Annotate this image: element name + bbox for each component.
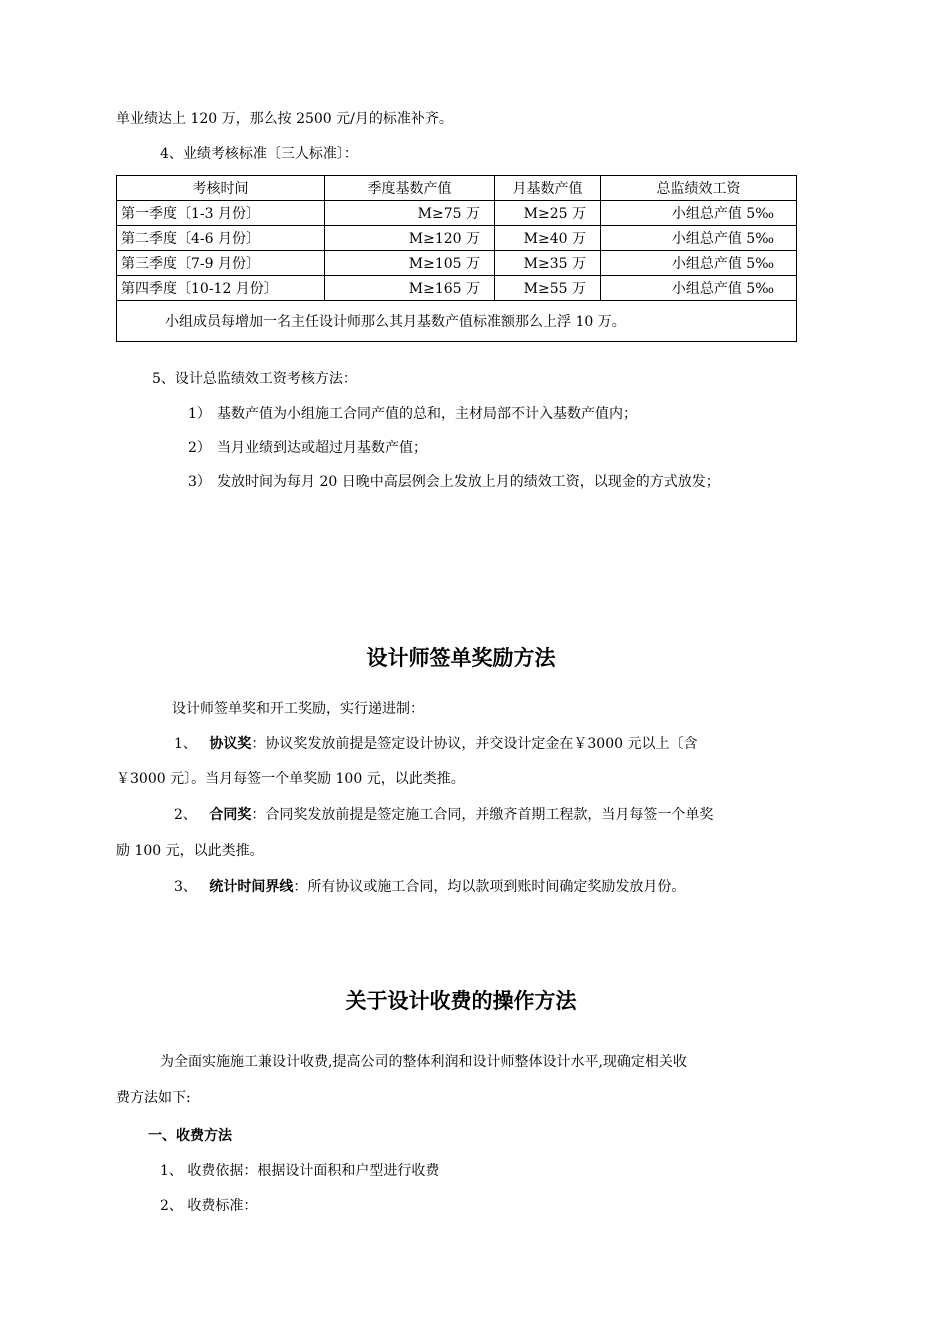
section-5-title: 5、设计总监绩效工资考核方法： <box>152 371 357 387</box>
table-cell: M≥75 万 <box>325 201 495 226</box>
award-number: 3、 <box>174 879 197 895</box>
heading-design-fee: 关于设计收费的操作方法 <box>345 989 577 1013</box>
table-cell: 第一季度〔1-3 月份〕 <box>117 201 325 226</box>
award-label: 统计时间界线 <box>209 879 294 895</box>
table-cell: M≥25 万 <box>495 201 601 226</box>
intro-line: 单业绩达上 120 万，那么按 2500 元/月的标准补齐。 <box>116 111 453 127</box>
table-cell: M≥35 万 <box>495 251 601 276</box>
award-label: 协议奖 <box>209 736 252 752</box>
table-header: 考核时间 <box>117 176 325 201</box>
table-cell: M≥165 万 <box>325 276 495 301</box>
table-row <box>117 226 797 251</box>
list-item-number: 3） <box>188 474 211 490</box>
table-cell: 小组总产值 5‰ <box>601 251 797 276</box>
fee-section-title: 一、收费方法 <box>148 1128 232 1144</box>
table-cell: 小组总产值 5‰ <box>601 201 797 226</box>
list-item-text: 发放时间为每月 20 日晚中高层例会上发放上月的绩效工资，以现金的方式放发； <box>217 474 720 490</box>
list-item-number: 2） <box>188 440 211 456</box>
award-number: 1、 <box>174 736 197 752</box>
table-cell: 第四季度〔10-12 月份〕 <box>117 276 325 301</box>
table-cell: 第三季度〔7-9 月份〕 <box>117 251 325 276</box>
table-cell: M≥120 万 <box>325 226 495 251</box>
fee-intro-continuation: 费方法如下: <box>116 1090 191 1106</box>
award-text: ：协议奖发放前提是签定设计协议，并交设计定金在￥3000 元以上〔含 <box>251 736 698 752</box>
table-note-row <box>117 301 797 342</box>
table-note: 小组成员每增加一名主任设计师那么其月基数产值标准额那么上浮 10 万。 <box>117 301 797 342</box>
table-cell: 小组总产值 5‰ <box>601 276 797 301</box>
table-row <box>117 276 797 301</box>
table-header-row <box>117 176 797 201</box>
award-2-continuation: 励 100 元，以此类推。 <box>116 843 264 859</box>
award-text: ：合同奖发放前提是签定施工合同，并缴齐首期工程款，当月每签一个单奖 <box>251 807 714 823</box>
table-row <box>117 251 797 276</box>
fee-item: 2、 收费标准： <box>160 1198 258 1214</box>
award-2 <box>174 805 713 825</box>
performance-table <box>116 175 797 342</box>
award-text: ：所有协议或施工合同，均以款项到账时间确定奖励发放月份。 <box>293 879 686 895</box>
list-item-number: 1） <box>188 406 211 422</box>
table-cell: 小组总产值 5‰ <box>601 226 797 251</box>
heading-sign-award: 设计师签单奖励方法 <box>366 646 556 670</box>
award-label: 合同奖 <box>209 807 252 823</box>
table-row <box>117 201 797 226</box>
list-item-text: 基数产值为小组施工合同产值的总和，主材局部不计入基数产值内； <box>217 406 637 422</box>
table-header: 季度基数产值 <box>325 176 495 201</box>
award-1-continuation: ￥3000 元〕。当月每签一个单奖励 100 元，以此类推。 <box>116 771 465 787</box>
fee-intro: 为全面实施施工兼设计收费,提高公司的整体利润和设计师整体设计水平,现确定相关收 <box>160 1054 687 1070</box>
section-4-title: 4、业绩考核标准〔三人标准〕： <box>160 146 358 162</box>
table-header: 总监绩效工资 <box>601 176 797 201</box>
table-cell: M≥105 万 <box>325 251 495 276</box>
award-3 <box>174 877 685 897</box>
award-1 <box>174 734 697 754</box>
fee-item: 1、 收费依据：根据设计面积和户型进行收费 <box>160 1163 440 1179</box>
table-cell: 第二季度〔4-6 月份〕 <box>117 226 325 251</box>
table-cell: M≥40 万 <box>495 226 601 251</box>
award-intro: 设计师签单奖和开工奖励，实行递进制： <box>172 701 424 717</box>
table-header: 月基数产值 <box>495 176 601 201</box>
table-cell: M≥55 万 <box>495 276 601 301</box>
list-item-text: 当月业绩到达或超过月基数产值； <box>217 440 427 456</box>
award-number: 2、 <box>174 807 197 823</box>
